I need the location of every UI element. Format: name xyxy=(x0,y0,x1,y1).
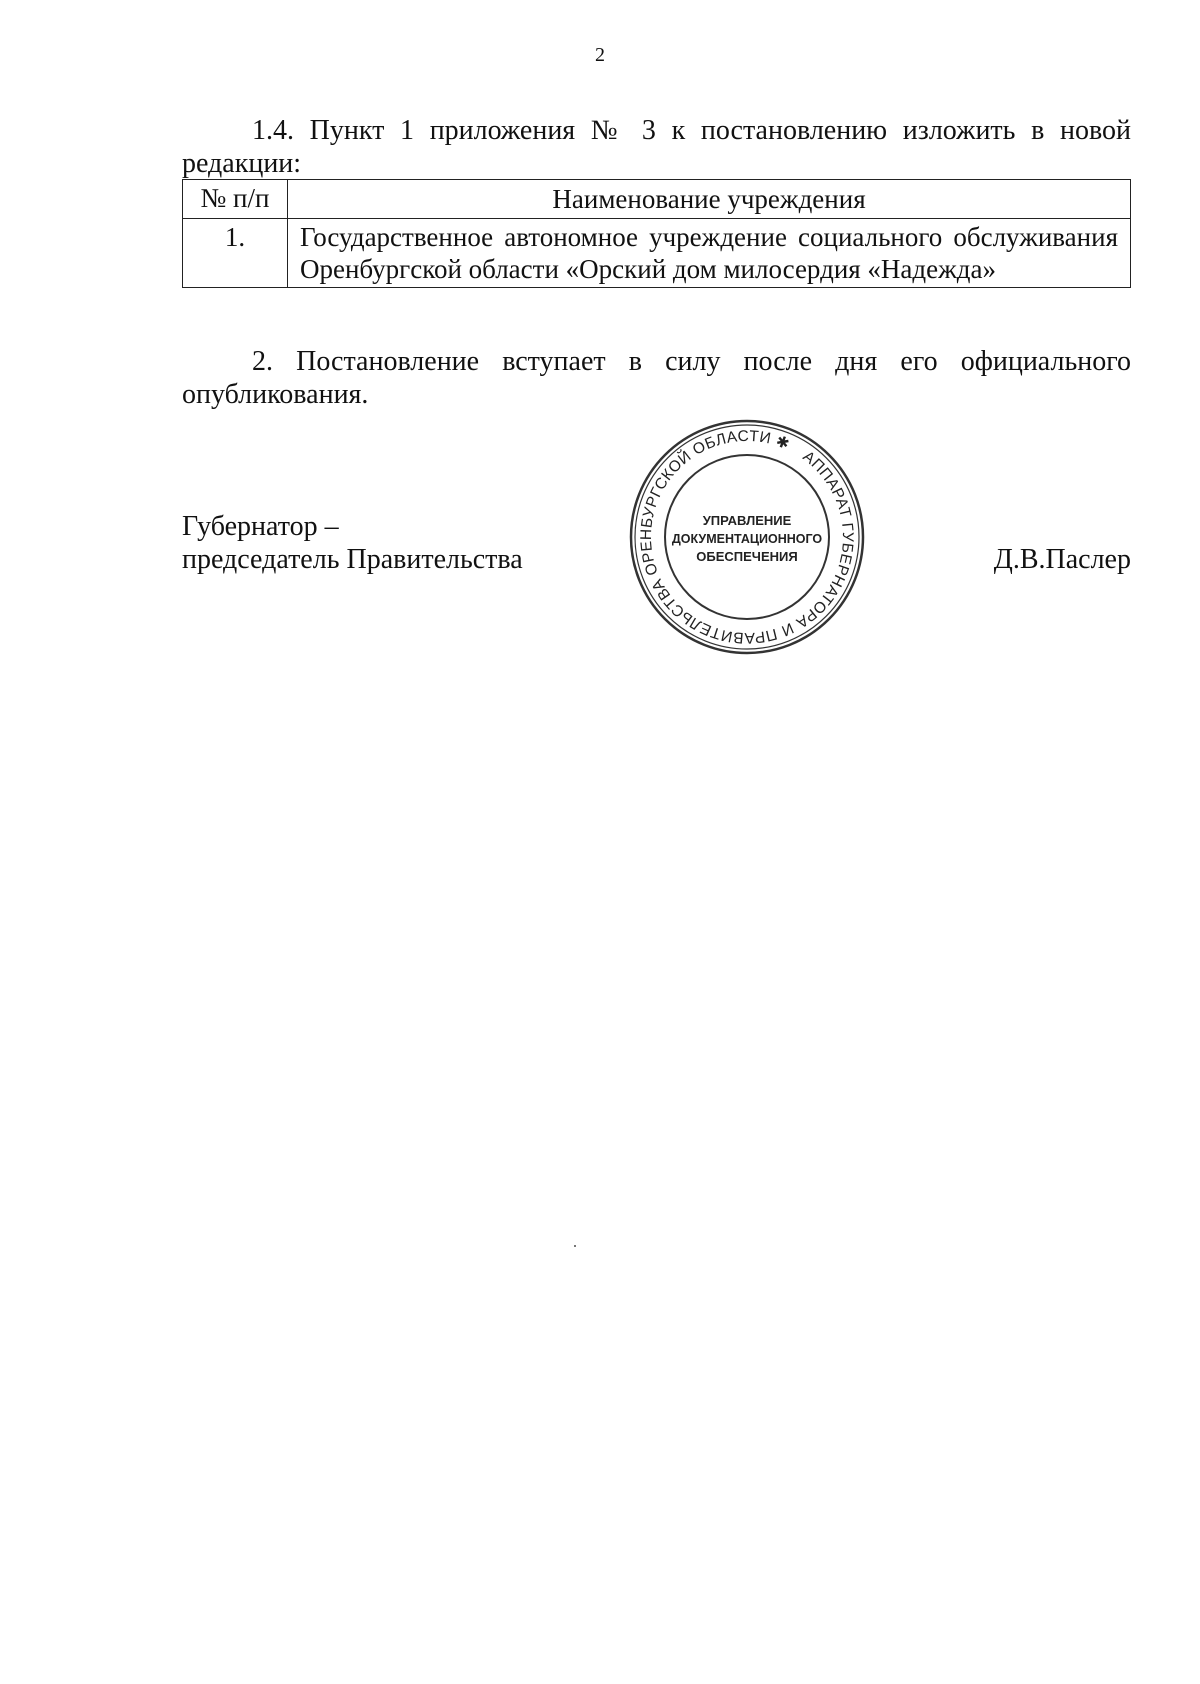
signer-name: Д.В.Паслер xyxy=(993,544,1131,575)
clause-2-text: 2. Постановление вступает в силу после дня его официального опубликования. xyxy=(182,346,1131,410)
clause-1-4-text: 1.4. Пункт 1 приложения № 3 к постановлению изложить в новой редакции: xyxy=(182,115,1131,179)
seal-center-line-1: УПРАВЛЕНИЕ xyxy=(702,513,792,528)
row-name: Государственное автономное учреждение социального обслуживания Оренбургской области «Орский дом милосердия «Надежда» xyxy=(288,219,1131,288)
scan-speck xyxy=(574,1245,576,1247)
signature-position-line-1: Губернатор – xyxy=(182,511,339,542)
seal-center-line-3: ОБЕСПЕЧЕНИЯ xyxy=(696,549,798,564)
official-seal xyxy=(628,418,866,656)
row-number: 1. xyxy=(183,219,288,288)
header-number: № п/п xyxy=(183,180,288,219)
clause-2 xyxy=(182,345,1131,411)
signature-position-line-2: председатель Правительства xyxy=(182,544,523,575)
signature-position xyxy=(182,510,523,576)
seal-outer-text: АППАРАТ ГУБЕРНАТОРА И ПРАВИТЕЛЬСТВА ОРЕНБУРГСКОЙ ОБЛАСТИ ✱ xyxy=(637,427,857,647)
header-name: Наименование учреждения xyxy=(288,180,1131,219)
seal-center-line-2: ДОКУМЕНТАЦИОННОГО xyxy=(671,532,823,546)
clause-1-4 xyxy=(182,114,1131,180)
table-header-row xyxy=(183,180,1131,219)
page-number: 2 xyxy=(595,44,605,66)
institutions-table xyxy=(182,179,1131,288)
table-row xyxy=(183,219,1131,288)
